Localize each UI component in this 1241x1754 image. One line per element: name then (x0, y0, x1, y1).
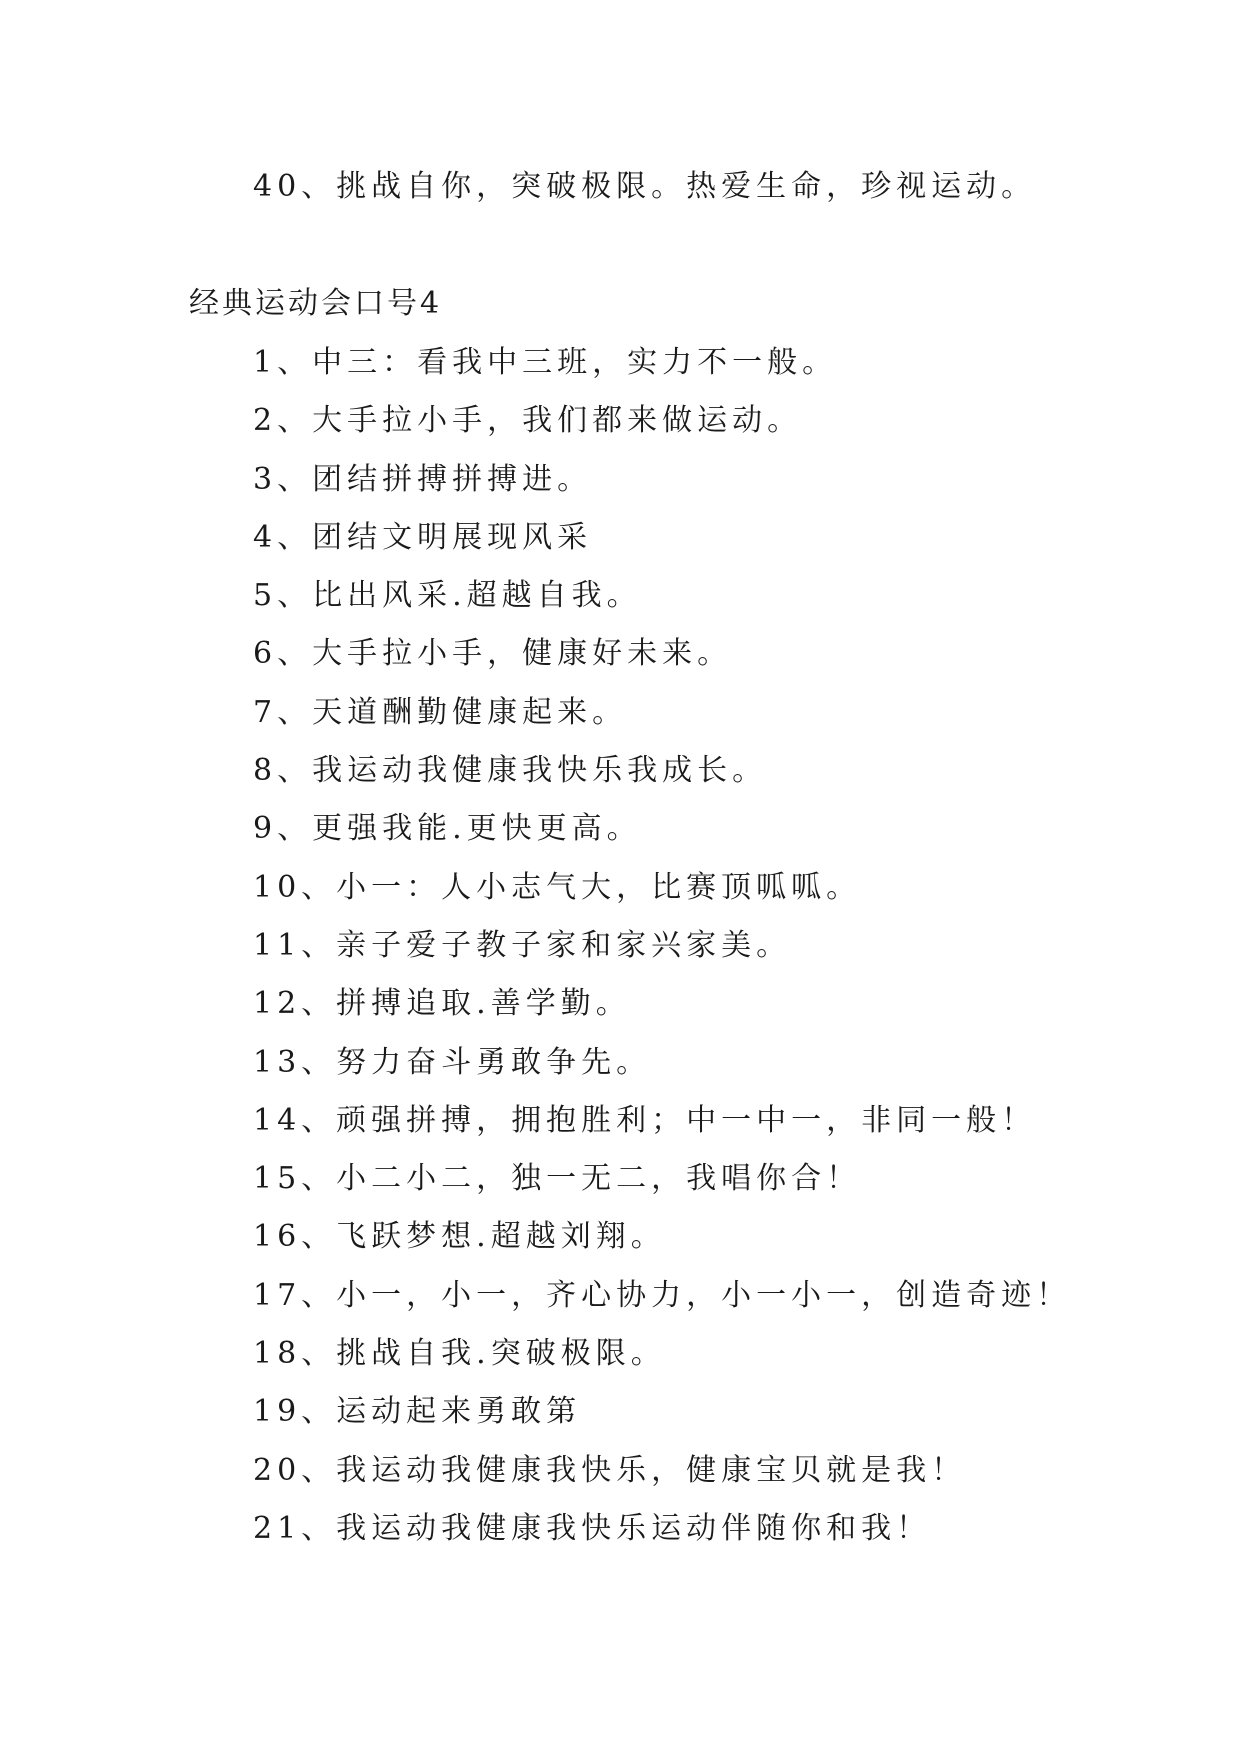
slogan-item: 7、天道酬勤健康起来。 (253, 694, 628, 730)
slogan-item: 12、拼搏追取.善学勤。 (253, 986, 631, 1022)
slogan-item: 14、顽强拼搏，拥抱胜利；中一中一，非同一般！ (253, 1102, 1037, 1138)
slogan-40: 40、挑战自你，突破极限。热爱生命，珍视运动。 (253, 169, 1037, 204)
slogan-item: 11、亲子爱子教子家和家兴家美。 (253, 927, 792, 963)
slogan-list (253, 343, 1071, 1567)
slogan-item: 9、更强我能.更快更高。 (253, 811, 642, 847)
slogan-item: 8、我运动我健康我快乐我成长。 (253, 753, 768, 789)
slogan-item: 21、我运动我健康我快乐运动伴随你和我！ (253, 1510, 932, 1546)
slogan-item: 19、运动起来勇敢第 (253, 1394, 582, 1430)
slogan-item: 2、大手拉小手，我们都来做运动。 (253, 403, 803, 439)
slogan-item: 15、小二小二，独一无二，我唱你合！ (253, 1161, 862, 1197)
slogan-item: 16、飞跃梦想.超越刘翔。 (253, 1219, 666, 1255)
slogan-item: 13、努力奋斗勇敢争先。 (253, 1044, 652, 1080)
slogan-item: 10、小一：人小志气大，比赛顶呱呱。 (253, 869, 862, 905)
slogan-item: 17、小一，小一，齐心协力，小一小一，创造奇迹！ (253, 1277, 1072, 1313)
slogan-item: 6、大手拉小手，健康好未来。 (253, 636, 733, 672)
section-heading: 经典运动会口号4 (189, 286, 443, 321)
slogan-item: 20、我运动我健康我快乐，健康宝贝就是我！ (253, 1452, 967, 1488)
slogan-item: 4、团结文明展现风采 (253, 519, 593, 555)
slogan-item: 3、团结拼搏拼搏进。 (253, 461, 593, 497)
slogan-item: 18、挑战自我.突破极限。 (253, 1336, 666, 1372)
slogan-item: 5、比出风采.超越自我。 (253, 578, 642, 614)
slogan-item: 1、中三：看我中三班，实力不一般。 (253, 345, 838, 380)
